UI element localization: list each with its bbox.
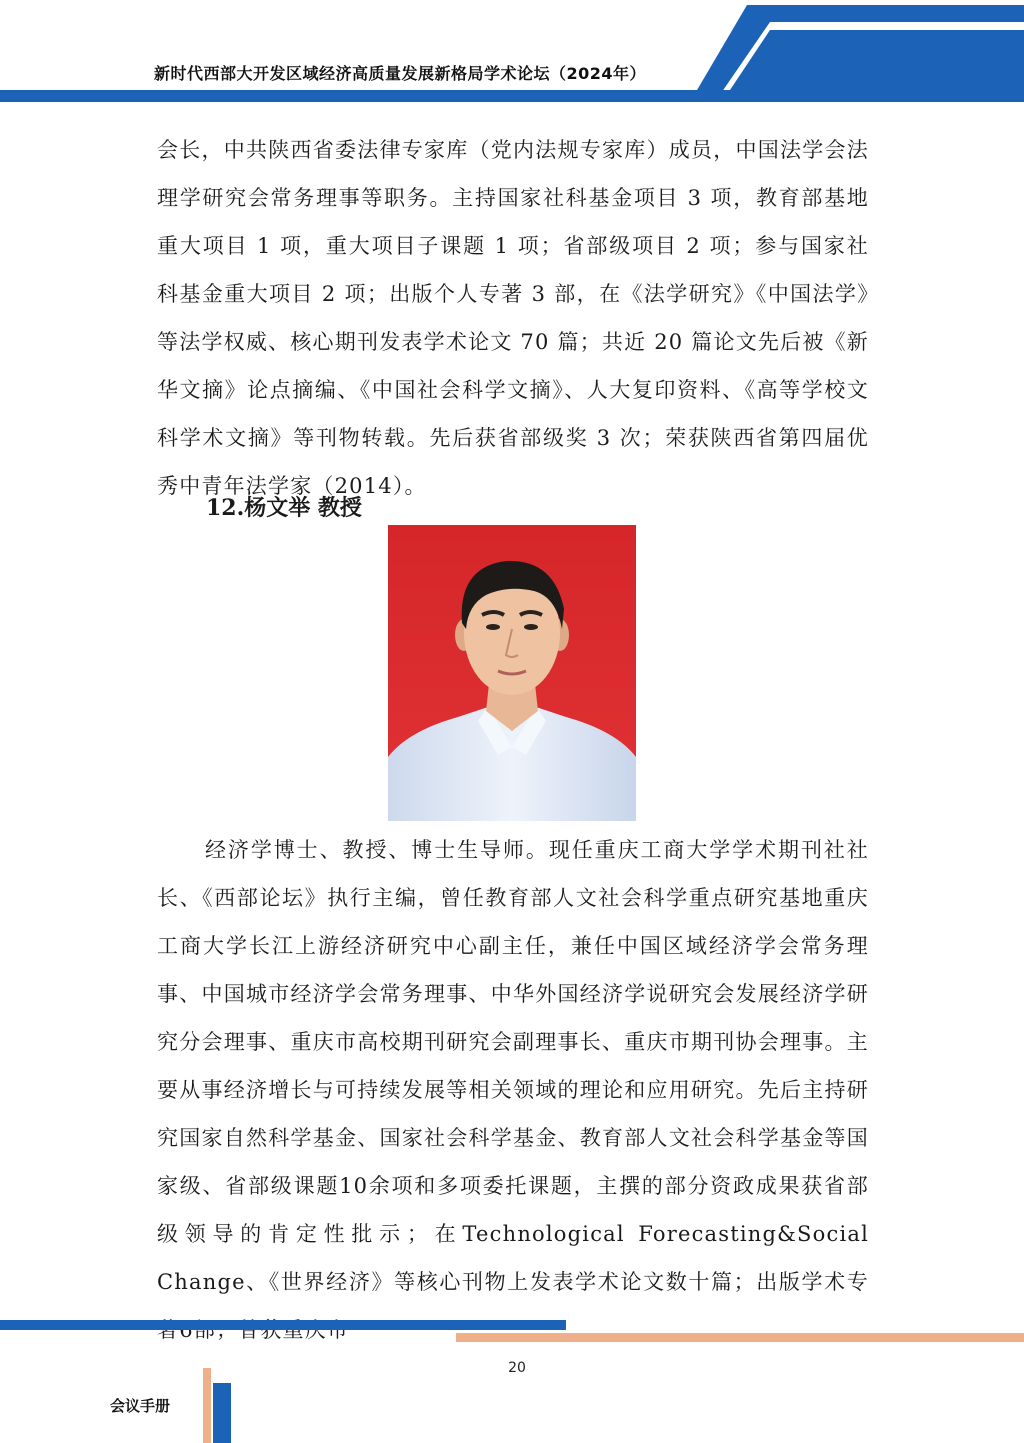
footer-decoration <box>0 1310 1024 1443</box>
page-number: 20 <box>508 1360 526 1376</box>
footer-blue-bar <box>213 1383 231 1443</box>
footer-orange-rule <box>456 1333 1024 1342</box>
paragraph-profile: 经济学博士、教授、博士生导师。现任重庆工商大学学术期刊社社长、《西部论坛》执行主编，曾任教育部人文社会科学重点研究基地重庆工商大学长江上游经济研究中心副主任，兼任中国区域经济学会常务理事、中国城市经济学会常务理事、中华外国经济学说研究会发展经济学研究分会理事、重庆市高校期刊研究会副理事长、重庆市期刊协会理事。主要从事经济增长与可持续发展等相关领域的理论和应用研究。先后主持研究国家自然科学基金、国家社会科学基金、教育部人文社会科学基金等国家级、省部级课题10余项和多项委托课题，主撰的部分资政成果获省部级领导的肯定性批示；在Technological Forecasting&Social Change、《世界经济》等核心刊物上发表学术论文数十篇；出版学术专 <box>157 838 869 1294</box>
footer-label: 会议手册 <box>110 1397 171 1415</box>
header-blue-block <box>722 30 1024 102</box>
footer-orange-bar <box>203 1368 211 1443</box>
section-heading: 12.杨文举 教授 <box>206 495 362 521</box>
header-title: 新时代西部大开发区域经济高质量发展新格局学术论坛（2024年） <box>154 64 647 83</box>
portrait-photo <box>388 525 636 821</box>
header-decoration <box>0 0 1024 110</box>
paragraph-continued-bio: 会长，中共陕西省委法律专家库（党内法规专家库）成员，中国法学会法理学研究会常务理事等职务。主持国家社科基金项目 3 项，教育部基地重大项目 1 项，重大项目子课题 1 项；省部级项目 2 项；参与国家社科基金重大项目 2 项；出版个人专著 3 部，在《法学研究》《中国法学》等法学权威、核心期刊发表学术论文 70 篇；共近 20 篇论文先后被《新华文摘》论点摘编、《中国社会科学文摘》、人大复印资料、《高等学校文科学术文摘》等刊物转载。先后获省部级奖 3 次；荣获陕西省第四届优秀中青年法学家（2014）。 <box>157 138 869 498</box>
footer-blue-rule <box>0 1320 566 1330</box>
